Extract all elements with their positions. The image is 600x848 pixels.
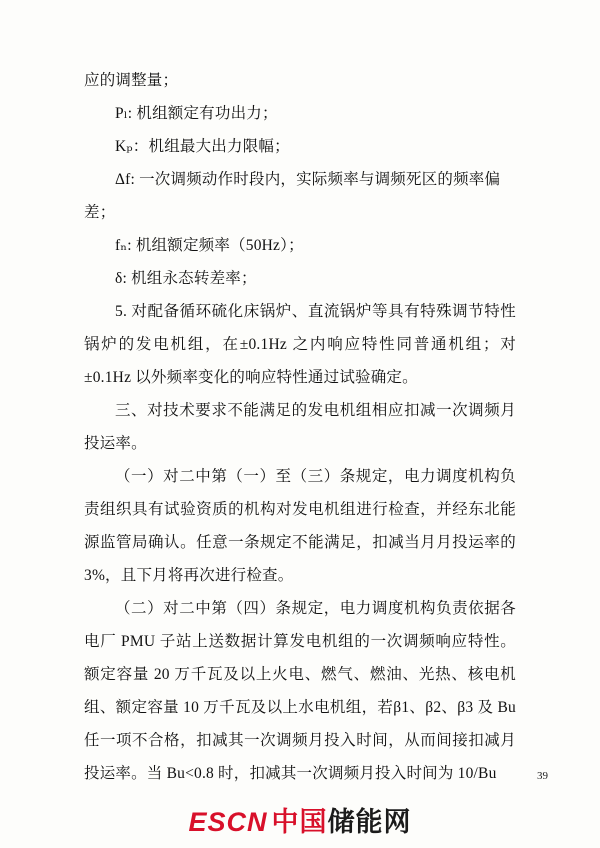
paragraph-continuation: 应的调整量； [84,72,179,89]
site-watermark-logo [0,800,600,848]
logo-escn-text: ESCN [188,807,268,837]
paragraph-item-5: 5. 对配备循环硫化床锅炉、直流锅炉等具有特殊调节特性锅炉的发电机组，在±0.1Hz 之内响应特性同普通机组；对±0.1Hz 以外频率变化的响应特性通过试验确定。 [84,303,516,386]
logo-cn-text: 中国 [271,807,328,837]
document-body [84,64,516,790]
definition-line-delta: δ: 机组永态转差率； [115,270,257,287]
logo-rest-text: 储能网 [327,807,412,837]
paragraph-section-three: 三、对技术要求不能满足的发电机组相应扣减一次调频月投运率。 [84,402,516,452]
definition-line-delta-f: Δf: 一次调频动作时段内，实际频率与调频死区的频率偏 [115,171,501,188]
paragraph-item-two: （二）对二中第（四）条规定，电力调度机构负责依据各电厂 PMU 子站上送数据计算发电机组的一次调频响应特性。额定容量 20 万千瓦及以上火电、燃气、燃油、光热、核电机组、额定容量 10 万千瓦及以上水电机组，若β1、β2、β3 及 Bu 任一项不合格，扣减其一次调频月投入时间，从而间接扣减月投运率。当 Bu<0.8 时，扣减其一次调频月投入时间为 10/Bu [84,600,516,782]
paragraph-item-one: （一）对二中第（一）至（三）条规定，电力调度机构负责组织具有试验资质的机构对发电机组进行检查，并经东北能源监管局确认。任意一条规定不能满足，扣减当月月投运率的3%，且下月将再次进行检查。 [84,468,516,584]
page-number: 39 [537,770,548,782]
definition-line-delta-f-cont: 差； [84,204,116,221]
logo-text-group [188,800,411,839]
definition-line-fn: fₙ: 机组额定频率（50Hz）； [115,237,304,254]
definition-line-pl: Pₗ: 机组额定有功出力； [115,105,278,122]
definition-line-kp: Kₚ：机组最大出力限幅； [115,138,290,155]
